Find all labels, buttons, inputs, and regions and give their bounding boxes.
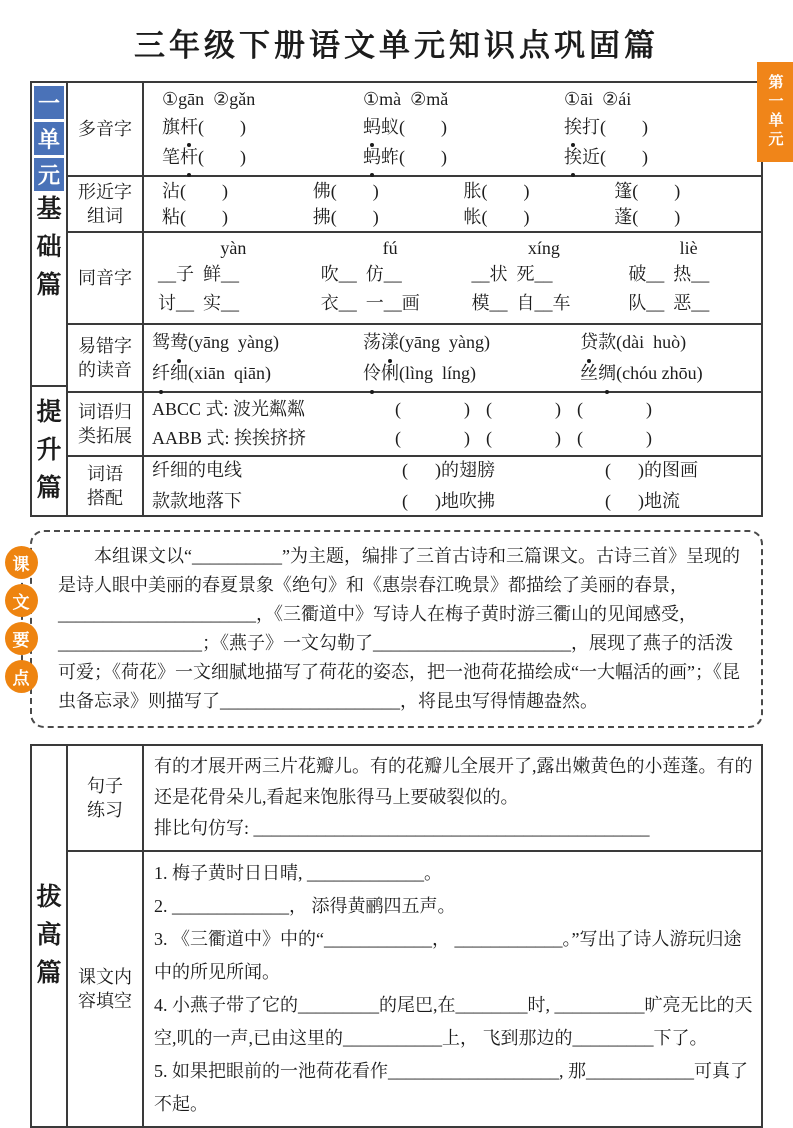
row-label-sentence-practice: 句子 练习 — [68, 746, 144, 850]
answer-paren: ( ) — [330, 181, 379, 201]
key-points-text: 本组课文以“__________”为主题，编排了三首古诗和三篇课文。古诗三首》呈现的是诗人眼中美丽的春夏景象《绝句》和《惠崇春江晚景》都描绘了美丽的春景，______________________，《三衢道中》写诗人在梅子黄时游三衢山的见闻感受，________________；《燕子》一文勾勒了______________________，展现了燕子的活泼可爱；《荷花》一文细腻地描写了荷花的姿态，把一池荷花描绘成“一大幅活的画”；《昆虫备忘录》则描写了____________________，将昆虫写得情趣盎然。 — [58, 546, 740, 711]
answer-paren: ( ) — [481, 181, 530, 201]
answer-paren: ( ) — [180, 207, 228, 227]
section-char: 提 — [36, 399, 62, 426]
row-label-tricky-pronunciation: 易错字 的读音 — [68, 325, 144, 391]
row-polyphone — [68, 83, 761, 175]
polyphone-group — [152, 86, 353, 172]
section-char: 篇 — [36, 475, 62, 502]
answer-paren: ( ) — [399, 147, 447, 167]
homophone-group: liè 破__ 热__ 队__ 恶__ — [628, 238, 710, 313]
answer-paren: ( ) — [577, 399, 652, 419]
polyphone-group — [554, 86, 755, 172]
word-blank: 旗杆( ) — [152, 112, 353, 142]
badge-char: 文 — [5, 584, 38, 617]
pinyin-options: ①āi ②ái — [564, 89, 632, 109]
pronunciation-item: 贷款(dài huò) — [580, 327, 755, 358]
fill-blank: ____________________________________________ — [253, 818, 650, 838]
word-blank: 挨近( ) — [554, 142, 755, 172]
section-char: 高 — [36, 922, 62, 949]
section-sidebar — [32, 83, 68, 515]
answer-paren: ( ) — [577, 428, 652, 448]
row-word-patterns — [68, 391, 761, 455]
pronunciation-item: 纤细(xiān qiān) — [152, 358, 363, 389]
answer-paren: ( ) — [486, 428, 561, 448]
answer-paren: ( ) — [198, 117, 246, 137]
pattern-line: ABCC 式: 波光粼粼 ( ) ( ) ( ) — [152, 395, 755, 424]
similar-pair: 佛( ) 拂( ) — [312, 181, 379, 227]
sidebar-basics-section — [32, 83, 66, 385]
answer-paren: ( ) — [180, 181, 228, 201]
row-label-homophones: 同音字 — [68, 233, 144, 323]
fill-item: 1. 梅子黄时日日晴, _____________。 — [154, 863, 442, 883]
similar-pair: 篷( ) 蓬( ) — [614, 181, 681, 227]
section-char: 拔 — [36, 884, 62, 911]
answer-paren: ( ) — [481, 207, 530, 227]
pattern-line: AABB 式: 挨挨挤挤 ( ) ( ) ( ) — [152, 424, 755, 453]
collocation-line: 纤细的电线 ( )的翅膀 ( )的图画 — [152, 460, 698, 480]
pinyin-options: ①gān ②gǎn — [162, 89, 256, 109]
unit-char-badge: 单 — [34, 122, 64, 155]
answer-paren: ( ) — [395, 428, 470, 448]
row-text-fill-blanks — [68, 850, 761, 1126]
pronunciation-item: 丝绸(chóu zhōu) — [580, 358, 755, 389]
pronunciation-item: 荡漾(yāng yàng) — [363, 327, 580, 358]
answer-paren: ( ) — [330, 207, 379, 227]
similar-pair: 沾( ) 粘( ) — [162, 181, 228, 227]
section-char: 础 — [36, 234, 62, 261]
word-blank: 蚂蚁( ) — [353, 112, 554, 142]
answer-paren: ( ) — [600, 147, 648, 167]
row-label-polyphone: 多音字 — [68, 83, 144, 175]
sentence-practice-blank-line: 排比句仿写: ____________________________________________ — [154, 818, 650, 838]
advanced-table — [30, 744, 763, 1128]
sentence-practice-text: 有的才展开两三片花瓣儿。有的花瓣儿全展开了,露出嫩黄色的小莲蓬。有的还是花骨朵儿,看起来饱胀得马上要破裂似的。 — [154, 756, 753, 807]
word-blank: 蚂蚱( ) — [353, 142, 554, 172]
fill-item: 2. _____________， 添得黄鹂四五声。 — [154, 896, 456, 916]
sidebar-advanced-section — [32, 746, 66, 1126]
answer-paren: ( ) — [399, 117, 447, 137]
sidebar-boost-section — [32, 385, 66, 515]
row-label-similar-chars: 形近字 组词 — [68, 177, 144, 231]
pronunciation-item: 鸳鸯(yāng yàng) — [152, 327, 363, 358]
badge-char: 点 — [5, 660, 38, 693]
section-char: 升 — [36, 437, 62, 464]
polyphone-group — [353, 86, 554, 172]
answer-paren: ( ) — [600, 117, 648, 137]
fill-item: 5. 如果把眼前的一池荷花看作___________________, 那____________可真了不起。 — [154, 1061, 748, 1114]
answer-paren: ( ) — [395, 399, 470, 419]
homophone-group: yàn __子 鲜__ 讨__ 实__ — [158, 238, 247, 313]
section-char: 篇 — [36, 272, 62, 299]
unit-char-badge: 元 — [34, 158, 64, 191]
answer-paren: ( ) — [632, 207, 681, 227]
unit-char-badge: 一 — [34, 86, 64, 119]
row-sentence-practice — [68, 746, 761, 850]
word-blank: 笔杆( ) — [152, 142, 353, 172]
fill-item: 3. 《三衢道中》中的“____________， ____________。”写出了诗人游玩归途中的所见所闻。 — [154, 929, 742, 982]
section-sidebar-advanced — [32, 746, 68, 1126]
fill-item: 4. 小燕子带了它的_________的尾巴,在________时, __________旷亮无比的天空,叽的一声,已由这里的___________上， 飞到那边的_________下了。 — [154, 995, 753, 1048]
collocation-line: 款款地落下 ( )地吹拂 ( )地流 — [152, 491, 680, 511]
badge-char: 要 — [5, 622, 38, 655]
homophone-group: xíng __状 死__ 模__ 自__车 — [471, 238, 571, 313]
word-blank: 挨打( ) — [554, 112, 755, 142]
row-homophones — [68, 231, 761, 323]
similar-pair: 胀( ) 帐( ) — [463, 181, 530, 227]
row-label-word-patterns: 词语归 类拓展 — [68, 393, 144, 455]
pronunciation-item: 伶俐(lìng líng) — [363, 358, 580, 389]
worksheet-title: 三年级下册语文单元知识点巩固篇 — [134, 28, 659, 63]
row-similar-chars — [68, 175, 761, 231]
section-char: 基 — [36, 196, 62, 223]
answer-paren: ( ) — [486, 399, 561, 419]
row-word-collocation — [68, 455, 761, 515]
section-char: 篇 — [36, 960, 62, 987]
homophone-group: fú 吹__ 仿__ 衣__ 一__画 — [320, 238, 420, 313]
key-points-box — [12, 530, 763, 728]
key-points-badges — [4, 546, 38, 698]
row-label-word-collocation: 词语 搭配 — [68, 457, 144, 515]
row-tricky-pronunciation — [68, 323, 761, 391]
row-label-text-fill-blanks: 课文内 容填空 — [68, 852, 144, 1126]
basics-table — [30, 81, 763, 517]
answer-paren: ( ) — [198, 147, 246, 167]
answer-paren: ( ) — [632, 181, 681, 201]
pinyin-options: ①mà ②mǎ — [363, 89, 449, 109]
badge-char: 课 — [5, 546, 38, 579]
unit-tab: 第一单元 — [757, 62, 793, 162]
